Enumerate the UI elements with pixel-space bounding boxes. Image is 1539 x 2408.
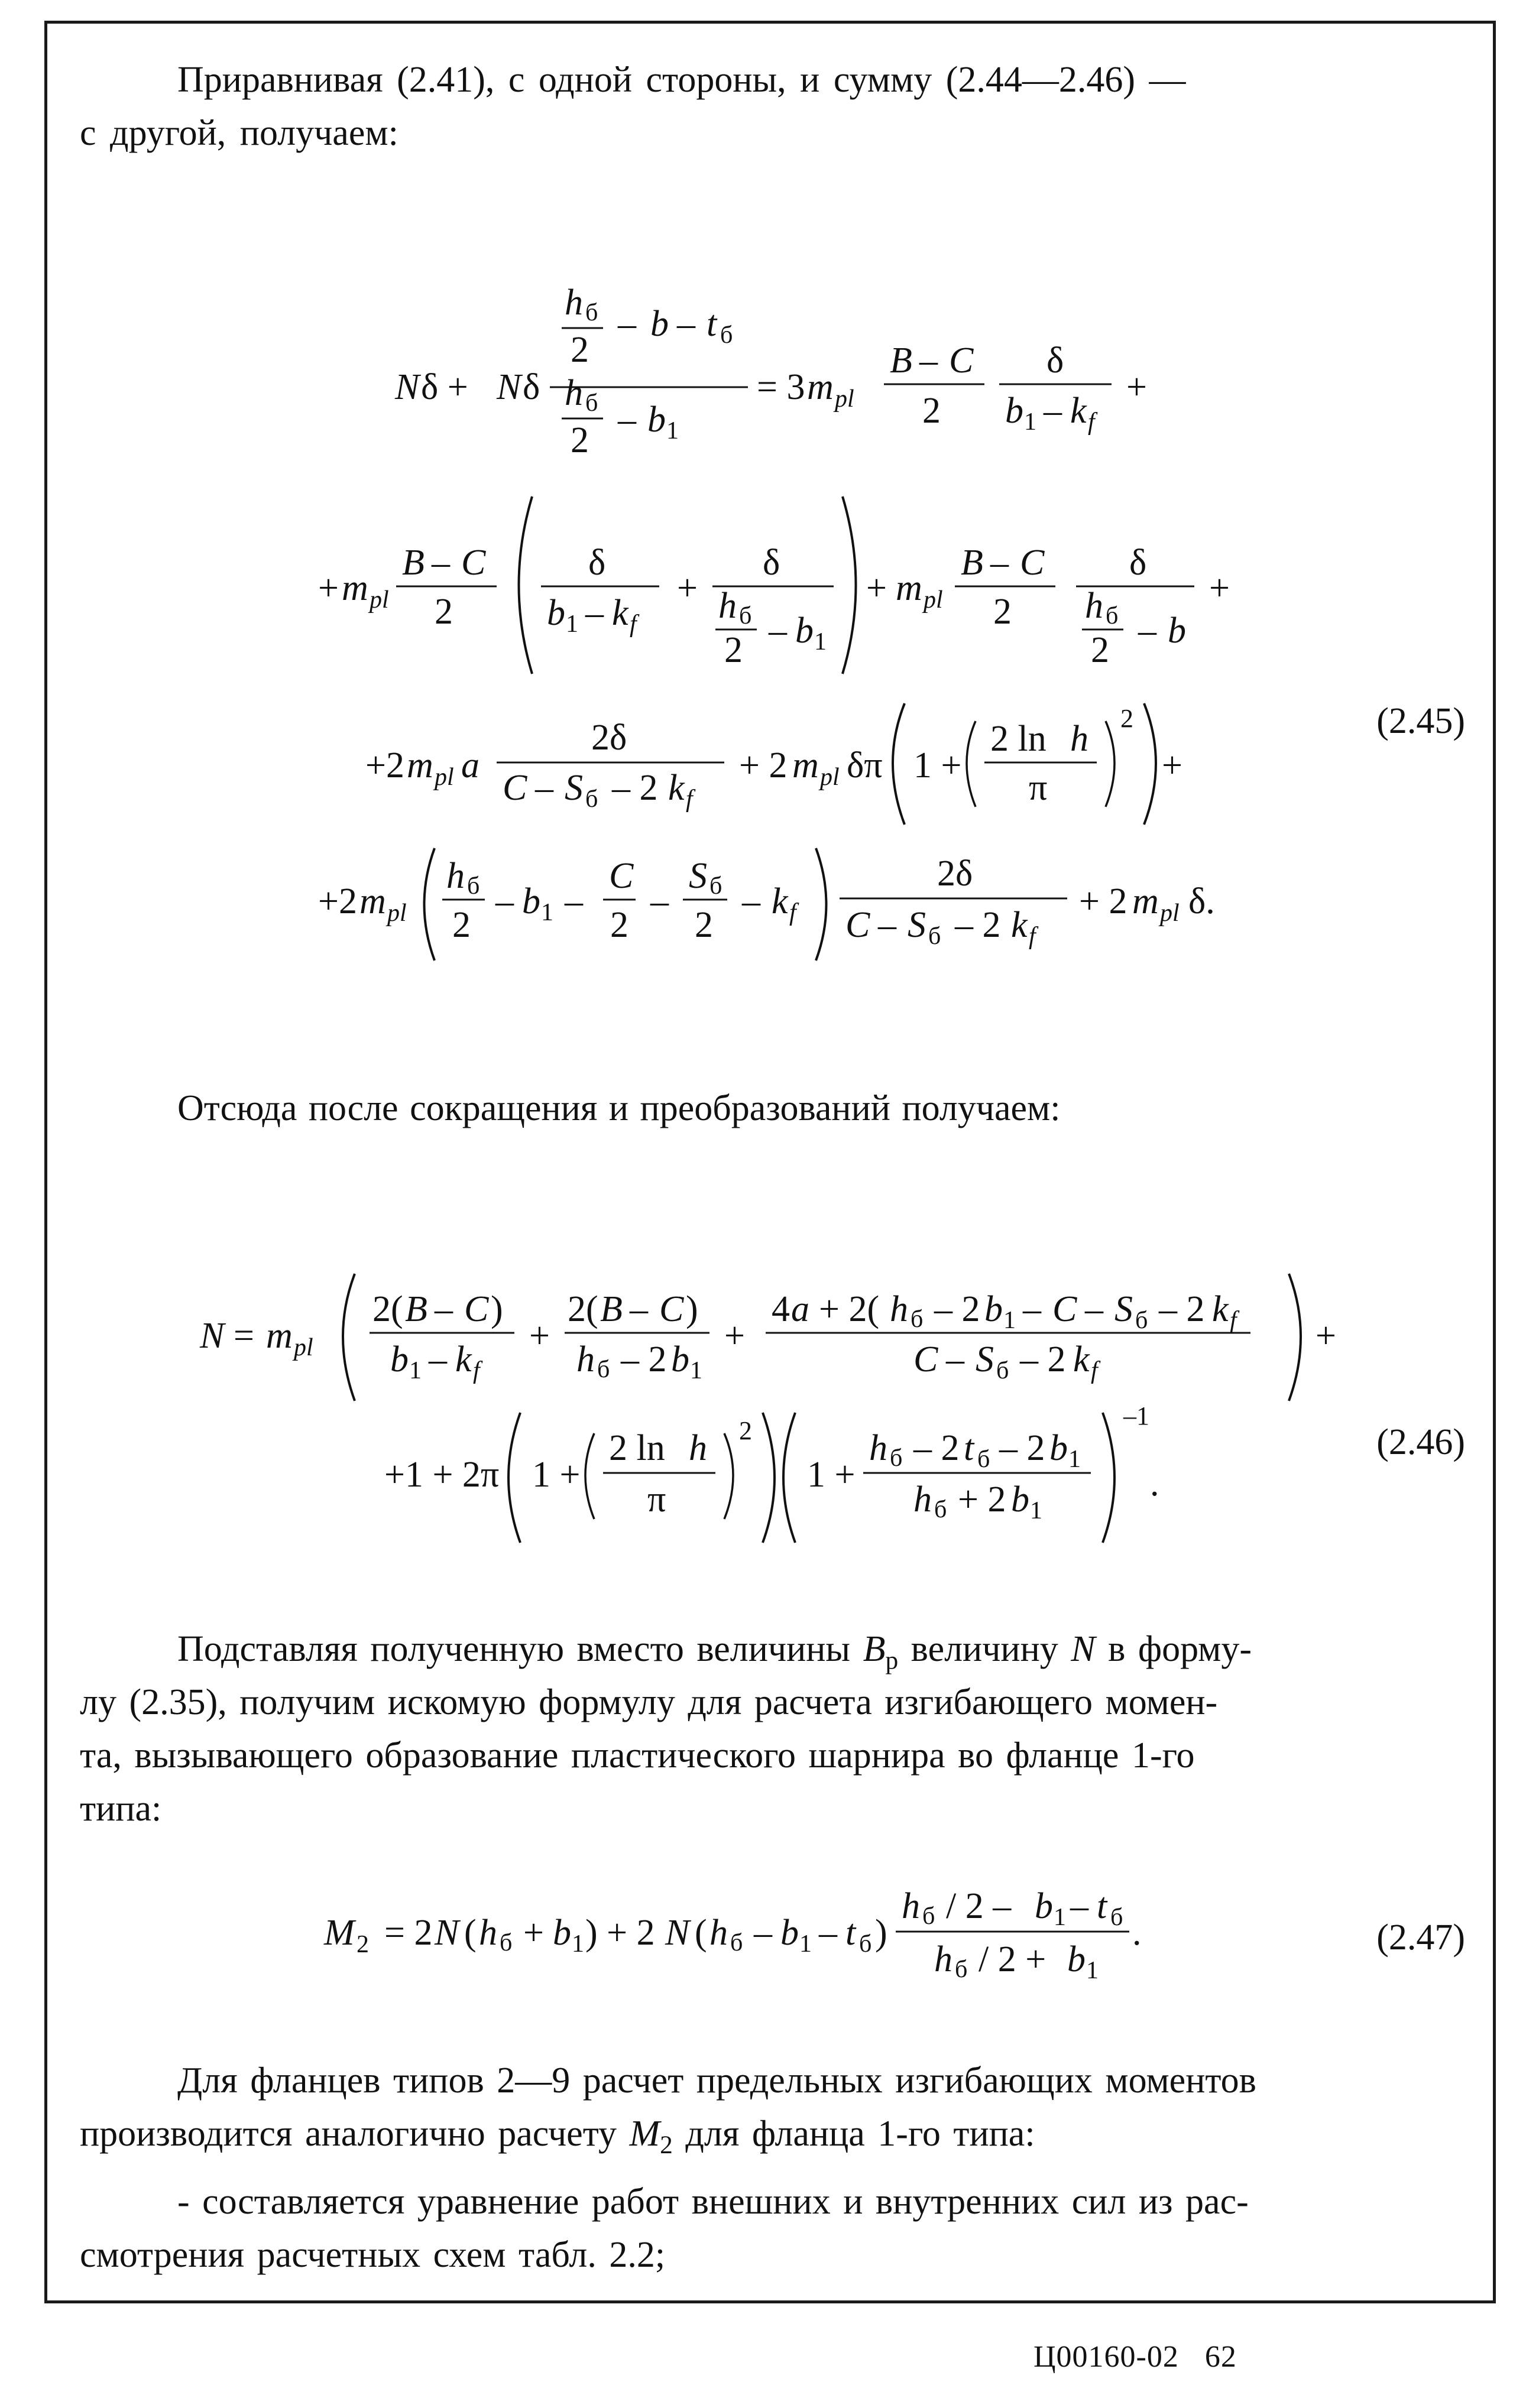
svg-text:pl: pl [924, 586, 943, 614]
svg-text:– 2: – 2 [934, 1289, 980, 1329]
svg-text:h: h [1070, 719, 1088, 759]
substitution-line-3: та, вызывающего образование пластического шарнира во фланце 1-го [80, 1735, 1195, 1776]
svg-text:+: + [529, 1316, 550, 1356]
equation-2-47 [0, 1885, 1539, 2004]
svg-text:S: S [908, 905, 926, 945]
svg-text:δ +: δ + [421, 367, 468, 407]
svg-text:pl: pl [1160, 900, 1180, 927]
equation-2-46 [0, 1253, 1539, 1584]
svg-text:–: – [429, 1339, 447, 1380]
svg-text:– 2: – 2 [913, 1428, 960, 1468]
svg-text:–: – [1085, 1289, 1103, 1329]
sub-2: 2 [660, 2131, 673, 2160]
svg-text:= 3: = 3 [757, 367, 805, 407]
svg-text:k: k [1070, 391, 1087, 431]
svg-text:1 +: 1 + [913, 745, 962, 786]
svg-text:1: 1 [1086, 1957, 1099, 1984]
svg-text:.: . [1150, 1463, 1159, 1504]
svg-text:b: b [650, 304, 669, 344]
svg-text:+: + [1126, 367, 1147, 407]
substitution-line-4: типа: [80, 1789, 162, 1829]
var-b: B [863, 1629, 886, 1669]
svg-text:=: = [234, 1316, 254, 1356]
svg-text:m: m [792, 745, 819, 786]
svg-text:C: C [949, 340, 974, 381]
svg-text:δ: δ [1129, 543, 1147, 583]
svg-text:2: 2 [1091, 630, 1109, 670]
svg-text:π: π [1029, 768, 1048, 808]
svg-text:a: a [791, 1289, 809, 1329]
svg-text:h: h [565, 283, 583, 323]
svg-text:k: k [455, 1339, 472, 1380]
svg-text:1: 1 [1003, 1307, 1016, 1334]
svg-text:+ 2: + 2 [1079, 881, 1127, 921]
svg-text:C: C [503, 768, 527, 808]
svg-text:2 ln: 2 ln [609, 1428, 665, 1468]
svg-text:–: – [535, 768, 553, 808]
svg-text:pl: pl [387, 900, 407, 927]
svg-text:– 2: – 2 [999, 1428, 1045, 1468]
svg-text:h: h [869, 1428, 887, 1468]
svg-text:h: h [446, 856, 465, 896]
svg-text:b: b [647, 400, 666, 440]
svg-text:k: k [772, 881, 788, 921]
svg-text:–: – [1044, 391, 1062, 431]
svg-text:b: b [522, 881, 540, 921]
svg-text:t: t [964, 1428, 974, 1468]
svg-text:b: b [1035, 1886, 1053, 1926]
svg-text:b: b [1005, 391, 1023, 431]
svg-text:N: N [435, 1913, 459, 1953]
svg-text:–: – [878, 905, 896, 945]
svg-text:a: a [461, 745, 479, 786]
svg-text:f: f [473, 1357, 480, 1384]
svg-text:f: f [1091, 1357, 1098, 1384]
svg-text:δ: δ [523, 367, 540, 407]
svg-text:b: b [671, 1339, 689, 1380]
svg-text:–: – [495, 881, 514, 921]
svg-text:M: M [324, 1913, 355, 1953]
svg-text:.: . [1132, 1913, 1142, 1953]
bullet-line-2: смотрения расчетных схем табл. 2.2; [80, 2235, 666, 2275]
svg-text:+: + [318, 568, 339, 608]
svg-text:π: π [647, 1479, 666, 1520]
equation-number-2-47: (2.47) [1376, 1917, 1465, 1958]
svg-text:m: m [896, 568, 922, 608]
substitution-part-1: Подставляя полученную вместо величины [177, 1629, 851, 1669]
svg-text:–: – [435, 1289, 453, 1329]
svg-text:b: b [795, 611, 814, 651]
svg-text:–: – [630, 1289, 648, 1329]
svg-text:h: h [689, 1428, 707, 1468]
svg-text:б: б [922, 1903, 935, 1930]
svg-text:+: + [1162, 745, 1182, 786]
svg-text:S: S [689, 856, 707, 896]
svg-text:h: h [718, 586, 737, 626]
equation-2-45 [0, 272, 1539, 981]
svg-text:/ 2 –: / 2 – [946, 1886, 1012, 1926]
sub-p: р [885, 1646, 899, 1675]
svg-text:б: б [585, 390, 598, 417]
svg-text:1: 1 [572, 1930, 584, 1958]
svg-text:C: C [609, 856, 634, 896]
svg-text:(: ( [695, 1913, 707, 1953]
svg-text:f: f [1230, 1307, 1237, 1334]
substitution-line-2: лу (2.35), получим искомую формулу для расчета изгибающего момен- [80, 1682, 1218, 1722]
svg-text:1 +: 1 + [807, 1455, 856, 1495]
substitution-line-1 [177, 1628, 1252, 1675]
svg-text:+2: +2 [365, 745, 404, 786]
svg-text:pl: pl [435, 764, 454, 791]
page-number: 62 [1204, 2340, 1237, 2374]
svg-text:C: C [845, 905, 870, 945]
svg-text:+: + [1316, 1316, 1336, 1356]
svg-text:h: h [576, 1339, 595, 1380]
svg-text:): ) [875, 1913, 887, 1953]
svg-text:+ 2: + 2 [739, 745, 788, 786]
svg-text:C: C [913, 1339, 938, 1380]
svg-text:2: 2 [571, 330, 589, 370]
svg-text:C: C [1052, 1289, 1077, 1329]
svg-text:+: + [677, 568, 698, 608]
svg-text:B: B [890, 340, 912, 381]
svg-text:б: б [709, 872, 722, 900]
svg-text:) + 2: ) + 2 [585, 1913, 655, 1953]
svg-text:+: + [1209, 568, 1230, 608]
svg-text:δ: δ [588, 543, 606, 583]
svg-text:f: f [789, 899, 796, 926]
svg-text:h: h [479, 1913, 497, 1953]
svg-text:2: 2 [695, 905, 713, 945]
svg-text:2(: 2( [372, 1289, 403, 1329]
svg-text:1: 1 [799, 1930, 812, 1958]
svg-text:C: C [464, 1289, 489, 1329]
flanges-line-1: Для фланцев типов 2—9 расчет предельных изгибающих моментов [177, 2060, 1256, 2101]
equation-number-2-46: (2.46) [1376, 1422, 1465, 1462]
svg-text:б: б [928, 923, 941, 950]
svg-text:б: б [955, 1956, 968, 1983]
svg-text:б: б [585, 786, 598, 813]
svg-text:2δ: 2δ [937, 853, 973, 894]
svg-text:m: m [342, 568, 368, 608]
svg-text:h: h [902, 1886, 920, 1926]
svg-text:–: – [1023, 1289, 1041, 1329]
equation-number-2-45: (2.45) [1376, 701, 1465, 741]
svg-text:h: h [934, 1939, 952, 1979]
svg-text:): ) [686, 1289, 698, 1329]
svg-text:pl: pl [370, 586, 389, 614]
svg-text:б: б [597, 1356, 610, 1383]
svg-text:f: f [686, 786, 693, 813]
svg-text:–: – [565, 881, 583, 921]
svg-text:б: б [467, 872, 480, 900]
svg-text:S: S [565, 768, 583, 808]
svg-text:+2: +2 [318, 881, 357, 921]
svg-text:k: k [1011, 905, 1028, 945]
svg-text:b: b [984, 1289, 1003, 1329]
svg-text:–: – [650, 881, 669, 921]
svg-text:+ 2: + 2 [958, 1479, 1006, 1520]
svg-text:–: – [990, 543, 1009, 583]
svg-text:б: б [977, 1446, 990, 1473]
svg-text:+ 2(: + 2( [819, 1289, 880, 1329]
svg-text:1: 1 [1068, 1446, 1081, 1473]
svg-text:б: б [1135, 1307, 1148, 1334]
svg-text:2: 2 [1120, 704, 1133, 733]
svg-text:h: h [913, 1479, 932, 1520]
svg-text:2: 2 [993, 592, 1012, 632]
svg-text:2(: 2( [568, 1289, 598, 1329]
svg-text:2: 2 [922, 391, 941, 431]
svg-text:–1: –1 [1123, 1401, 1149, 1430]
svg-text:C: C [1020, 543, 1045, 583]
svg-text:1: 1 [1054, 1904, 1066, 1931]
svg-text:–: – [618, 400, 636, 440]
svg-text:2: 2 [724, 630, 743, 670]
svg-text:1 +: 1 + [532, 1455, 581, 1495]
svg-text:2: 2 [357, 1931, 369, 1958]
svg-text:1: 1 [666, 417, 679, 444]
svg-text:2: 2 [435, 592, 453, 632]
svg-text:б: б [730, 1929, 743, 1956]
svg-text:h: h [565, 373, 583, 413]
svg-text:1: 1 [814, 628, 827, 655]
svg-text:б: б [859, 1930, 872, 1958]
flanges-part-b: для фланца 1-го типа: [685, 2114, 1035, 2154]
svg-text:+: + [866, 568, 887, 608]
svg-text:2δ: 2δ [591, 718, 627, 758]
svg-text:–: – [769, 611, 787, 651]
svg-text:–: – [1138, 611, 1156, 651]
svg-text:–: – [754, 1913, 772, 1953]
svg-text:б: б [1106, 602, 1119, 629]
svg-text:t: t [845, 1913, 856, 1953]
svg-text:б: б [739, 602, 752, 629]
svg-text:m: m [407, 745, 433, 786]
svg-text:–: – [585, 593, 604, 633]
svg-text:1: 1 [541, 899, 553, 926]
svg-text:m: m [359, 881, 386, 921]
svg-text:b: b [553, 1913, 571, 1953]
svg-text:m: m [1132, 881, 1159, 921]
svg-text:f: f [1029, 923, 1036, 950]
svg-text:b: b [1067, 1939, 1086, 1979]
svg-text:1: 1 [690, 1357, 702, 1384]
svg-text:–: – [946, 1339, 964, 1380]
svg-text:4: 4 [772, 1289, 790, 1329]
svg-text:– 2: – 2 [1159, 1289, 1205, 1329]
intro-line-1: Приравнивая (2.41), с одной стороны, и сумму (2.44—2.46) — [177, 60, 1186, 100]
svg-text:S: S [976, 1339, 994, 1380]
svg-text:B: B [405, 1289, 427, 1329]
svg-text:2: 2 [739, 1416, 752, 1445]
svg-text:b: b [1168, 611, 1186, 651]
svg-text:1: 1 [566, 611, 578, 638]
flanges-line-2 [80, 2113, 1035, 2160]
svg-text:h: h [1085, 586, 1103, 626]
svg-text:C: C [659, 1289, 684, 1329]
substitution-part-2: величину [911, 1629, 1058, 1669]
svg-text:б: б [720, 322, 733, 349]
svg-text:1: 1 [1024, 408, 1036, 436]
svg-text:б: б [996, 1357, 1009, 1384]
svg-text:–: – [618, 304, 636, 344]
flanges-part-a: производится аналогично расчету [80, 2114, 617, 2154]
svg-text:б: б [911, 1306, 924, 1333]
svg-text:–: – [742, 881, 760, 921]
svg-text:h: h [890, 1289, 908, 1329]
svg-text:C: C [461, 543, 486, 583]
svg-text:B: B [961, 543, 983, 583]
svg-text:b: b [1049, 1428, 1068, 1468]
svg-text:б: б [934, 1496, 947, 1523]
svg-text:+: + [724, 1316, 745, 1356]
svg-text:– 2: – 2 [612, 768, 658, 808]
svg-text:f: f [1088, 408, 1095, 436]
svg-text:– 2: – 2 [621, 1339, 667, 1380]
svg-text:б: б [585, 299, 598, 326]
svg-text:h: h [709, 1913, 728, 1953]
svg-text:–: – [432, 543, 450, 583]
middle-text: Отсюда после сокращения и преобразований получаем: [177, 1088, 1061, 1128]
svg-text:k: k [612, 593, 628, 633]
svg-text:+1 + 2π: +1 + 2π [384, 1455, 500, 1495]
svg-text:– 2: – 2 [1020, 1339, 1066, 1380]
svg-text:N: N [395, 367, 420, 407]
svg-text:1: 1 [1030, 1497, 1042, 1524]
svg-text:+: + [523, 1913, 544, 1953]
svg-text:– 2: – 2 [955, 905, 1001, 945]
svg-text:t: t [1097, 1886, 1107, 1926]
svg-text:/ 2 +: / 2 + [979, 1939, 1046, 1979]
svg-text:t: t [707, 304, 717, 344]
svg-text:б: б [890, 1445, 903, 1472]
svg-text:b: b [1011, 1479, 1029, 1520]
svg-text:–: – [819, 1913, 837, 1953]
svg-text:b: b [780, 1913, 799, 1953]
svg-text:N: N [665, 1913, 690, 1953]
svg-text:–: – [919, 340, 938, 381]
page-footer [1033, 2339, 1237, 2374]
svg-text:б: б [1110, 1904, 1123, 1931]
svg-text:pl: pl [294, 1334, 313, 1361]
svg-text:m: m [807, 367, 834, 407]
svg-text:k: k [1073, 1339, 1090, 1380]
svg-text:δ: δ [1046, 340, 1064, 381]
svg-text:pl: pl [820, 764, 840, 791]
svg-text:k: k [1212, 1289, 1229, 1329]
svg-text:–: – [677, 304, 695, 344]
svg-text:m: m [266, 1316, 293, 1356]
svg-text:b: b [390, 1339, 409, 1380]
svg-text:B: B [402, 543, 425, 583]
var-n: N [1071, 1629, 1096, 1669]
svg-text:1: 1 [409, 1357, 422, 1384]
svg-text:2: 2 [452, 905, 471, 945]
svg-text:б: б [500, 1929, 513, 1956]
substitution-part-3: в форму- [1108, 1629, 1252, 1669]
svg-text:N: N [497, 367, 521, 407]
svg-text:S: S [1114, 1289, 1133, 1329]
svg-text:2: 2 [571, 420, 589, 460]
svg-text:k: k [668, 768, 685, 808]
svg-text:2: 2 [610, 905, 628, 945]
svg-text:b: b [547, 593, 565, 633]
svg-text:N: N [200, 1316, 225, 1356]
svg-text:–: – [1070, 1886, 1088, 1926]
bullet-line-1: - составляется уравнение работ внешних и внутренних сил из рас- [177, 2182, 1249, 2222]
svg-text:): ) [491, 1289, 503, 1329]
svg-text:δ.: δ. [1188, 881, 1215, 921]
svg-text:(: ( [464, 1913, 477, 1953]
footer-code: Ц00160-02 [1033, 2340, 1179, 2374]
svg-text:2 ln: 2 ln [990, 719, 1046, 759]
svg-text:pl: pl [835, 385, 854, 413]
svg-text:= 2: = 2 [384, 1913, 433, 1953]
svg-text:δ: δ [763, 543, 780, 583]
var-m: M [629, 2114, 660, 2154]
intro-line-2: с другой, получаем: [80, 113, 398, 153]
svg-text:f: f [630, 611, 637, 638]
svg-text:δπ: δπ [847, 745, 883, 786]
svg-text:B: B [600, 1289, 623, 1329]
